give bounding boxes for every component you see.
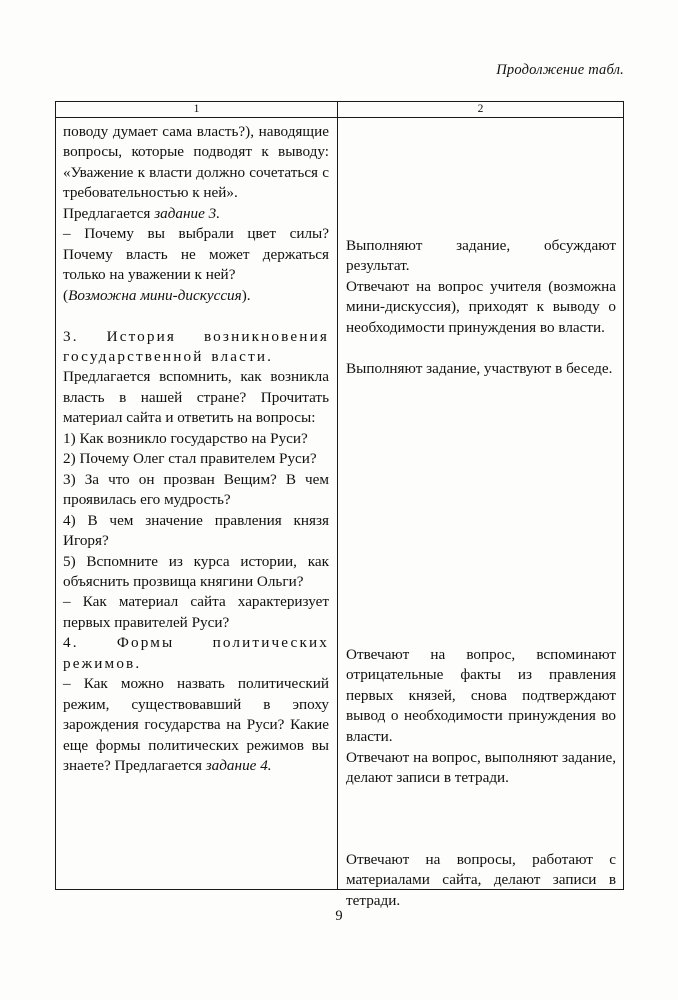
paragraph-intro: поводу думает сама власть?), наводящие вопросы, которые подводят к выводу: «Уважение к власти должно сочетаться с требовательностью к ней». — [63, 123, 329, 202]
student-action-4: Отвечают на вопрос, вспоминают отрицательные факты из правления первых князей, снова подтверждают вывод о необходимости принуждения во власти. — [346, 646, 616, 745]
column-header-2: 2 — [477, 103, 484, 115]
page-number: 9 — [335, 908, 343, 924]
mini-discussion-close: ). — [241, 286, 251, 304]
paragraph-task4 — [63, 674, 329, 776]
task4-lead: – Как можно назвать политический режим, существовавший в эпоху зарождения государства на Руси? Какие еще формы политических режимов вы знаете? Предлагается — [63, 675, 329, 775]
paragraph-task3 — [63, 204, 329, 224]
continuation-table — [55, 101, 624, 909]
student-action-3: Выполняют задание, участвуют в беседе. — [346, 360, 613, 377]
question-site-characterize: – Как материал сайта характеризует первых правителей Руси? — [63, 593, 329, 631]
mini-discussion-open: ( — [63, 286, 69, 304]
table-cell-student-actions — [338, 118, 623, 909]
task3-lead: Предлагается — [63, 204, 155, 222]
student-action-2: Отвечают на вопрос учителя (возможна мини-дискуссия), приходят к выводу о необходимости принуждения во власти. — [346, 278, 616, 336]
paragraph-recall-power: Предлагается вспомнить, как возникла власть в нашей стране? Прочитать материал сайта и ответить на вопросы: — [63, 368, 329, 427]
heading-section-4: 4. Формы политических режимов. — [63, 634, 329, 672]
table-column-header-row — [56, 102, 623, 118]
task3-ref: задание 3. — [154, 204, 221, 222]
paragraph-questions-color: – Почему вы выбрали цвет силы? Почему власть не может держаться только на уважении к ней? — [63, 225, 329, 284]
task4-ref: задание 4. — [205, 757, 272, 775]
mini-discussion-label: Возможна мини-дискуссия — [68, 286, 242, 304]
question-item-1: 1) Как возникло государство на Руси? — [63, 429, 308, 447]
student-action-1: Выполняют задание, обсуждают результат. — [346, 237, 616, 275]
heading-section-3: 3. История возникновения государственной власти. — [63, 327, 329, 365]
question-item-5: 5) Вспомните из курса истории, как объяснить прозвища княгини Ольги? — [63, 552, 329, 590]
running-head: Продолжение табл. — [496, 62, 624, 78]
question-item-2: 2) Почему Олег стал правителем Руси? — [63, 450, 317, 468]
student-action-5: Отвечают на вопрос, выполняют задание, делают записи в тетради. — [346, 749, 616, 787]
table-body-row — [56, 118, 623, 909]
column-header-1: 1 — [56, 102, 338, 117]
question-item-4: 4) В чем значение правления князя Игоря? — [63, 511, 329, 550]
table-cell-activities — [56, 118, 338, 889]
paragraph-mini-discussion — [63, 286, 329, 306]
student-action-6: Отвечают на вопросы, работают с материалами сайта, делают записи в тетради. — [346, 851, 616, 909]
question-item-3: 3) За что он прозван Вещим? В чем проявилась его мудрость? — [63, 470, 329, 509]
